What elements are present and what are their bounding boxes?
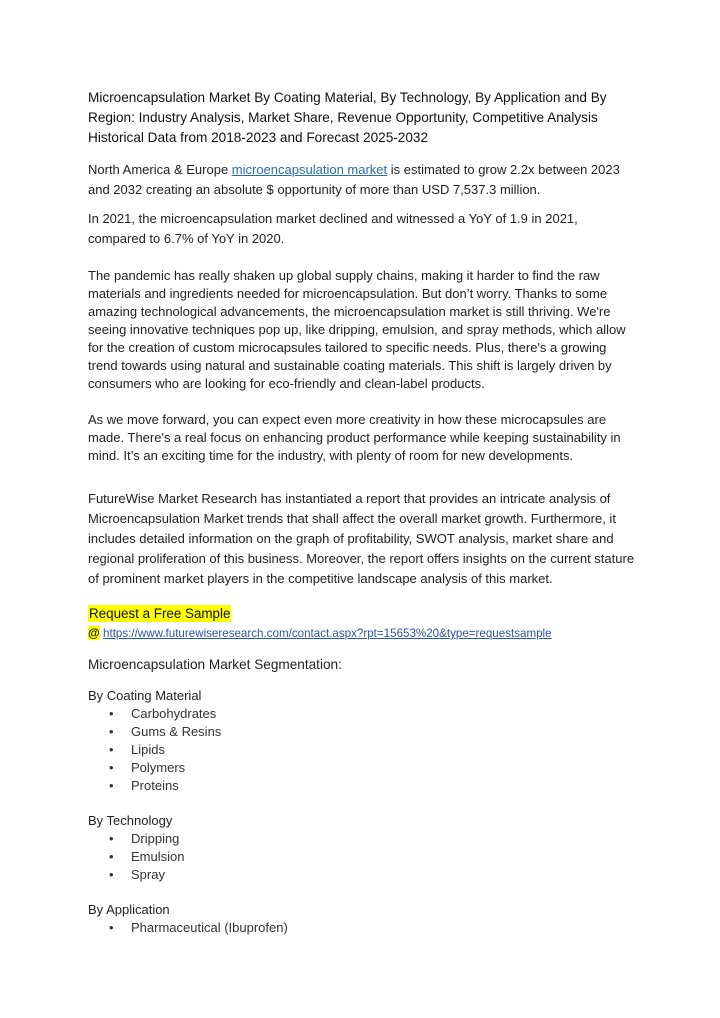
bullet-icon: • bbox=[109, 849, 114, 864]
coating-material-list bbox=[88, 705, 636, 795]
futurewise-paragraph: FutureWise Market Research has instantiated a report that provides an intricate analysis of Microencapsulation Market trends that shall affect the overall market growth. Furthermore, it includes detailed information on the graph of profitability, SWOT analysis, market share and regional proliferation of this business. Moreover, the report offers insights on the current stature of prominent market players in the competitive landscape analysis of this market. bbox=[88, 491, 635, 586]
at-symbol: @ bbox=[88, 626, 100, 640]
application-heading: By Application bbox=[88, 902, 170, 917]
forward-paragraph: As we move forward, you can expect even more creativity in how these microcapsules are made. There's a real focus on enhancing product performance while keeping sustainability in mind. It’s an exciting time for the industry, with plenty of room for new developments. bbox=[88, 412, 621, 463]
bullet-icon: • bbox=[109, 742, 114, 757]
intro-paragraph bbox=[88, 160, 636, 200]
list-item: • Dripping bbox=[109, 831, 180, 846]
list-item: • Emulsion bbox=[109, 849, 185, 864]
technology-heading: By Technology bbox=[88, 813, 173, 828]
yoy-paragraph: In 2021, the microencapsulation market declined and witnessed a YoY of 1.9 in 2021, compared to 6.7% of YoY in 2020. bbox=[88, 211, 578, 246]
segmentation-title: Microencapsulation Market Segmentation: bbox=[88, 657, 342, 672]
bullet-icon: • bbox=[109, 831, 114, 846]
bullet-icon: • bbox=[109, 778, 114, 793]
list-item: • Carbohydrates bbox=[109, 706, 217, 721]
bullet-icon: • bbox=[109, 706, 114, 721]
bullet-icon: • bbox=[109, 760, 114, 775]
list-item: • Gums & Resins bbox=[109, 724, 222, 739]
technology-list bbox=[88, 830, 636, 884]
microencapsulation-market-link[interactable]: microencapsulation market bbox=[231, 162, 388, 177]
list-item: • Lipids bbox=[109, 742, 165, 757]
pandemic-paragraph: The pandemic has really shaken up global supply chains, making it harder to find the raw materials and ingredients needed for microencapsulation. But don’t worry. Thanks to some amazing technological advancements, the microencapsulation market is still thriving. We're seeing innovative techniques pop up, like dripping, emulsion, and spray methods, which allow for the creation of custom microcapsules tailored to specific needs. Plus, there's a growing trend towards using natural and sustainable coating materials. This shift is largely driven by consumers who are looking for eco-friendly and clean-label products. bbox=[88, 268, 626, 391]
bullet-icon: • bbox=[109, 867, 114, 882]
request-url-row bbox=[88, 625, 636, 642]
bullet-icon: • bbox=[109, 920, 114, 935]
list-item: • Proteins bbox=[109, 778, 179, 793]
application-list bbox=[88, 919, 636, 937]
list-item: • Spray bbox=[109, 867, 165, 882]
bullet-icon: • bbox=[109, 724, 114, 739]
request-free-sample-label[interactable]: Request a Free Sample bbox=[89, 606, 231, 621]
intro-text-after: is estimated to grow 2.2x between 2023 and 2032 creating an absolute $ opportunity of more than USD 7,537.3 million. bbox=[88, 162, 620, 197]
list-item: • Pharmaceutical (Ibuprofen) bbox=[109, 920, 288, 935]
request-sample-block bbox=[88, 605, 636, 642]
intro-text-before: North America & Europe bbox=[88, 162, 232, 177]
coating-material-heading: By Coating Material bbox=[88, 688, 202, 703]
request-sample-url[interactable]: https://www.futurewiseresearch.com/contact.aspx?rpt=15653%20&type=requestsample bbox=[103, 627, 552, 640]
list-item: • Polymers bbox=[109, 760, 186, 775]
document-title: Microencapsulation Market By Coating Material, By Technology, By Application and By Region: Industry Analysis, Market Share, Revenue Opportunity, Competitive Analysis Historical Data from 2018-2023 and Forecast 2025-2032 bbox=[88, 90, 607, 145]
document-page bbox=[88, 88, 636, 937]
